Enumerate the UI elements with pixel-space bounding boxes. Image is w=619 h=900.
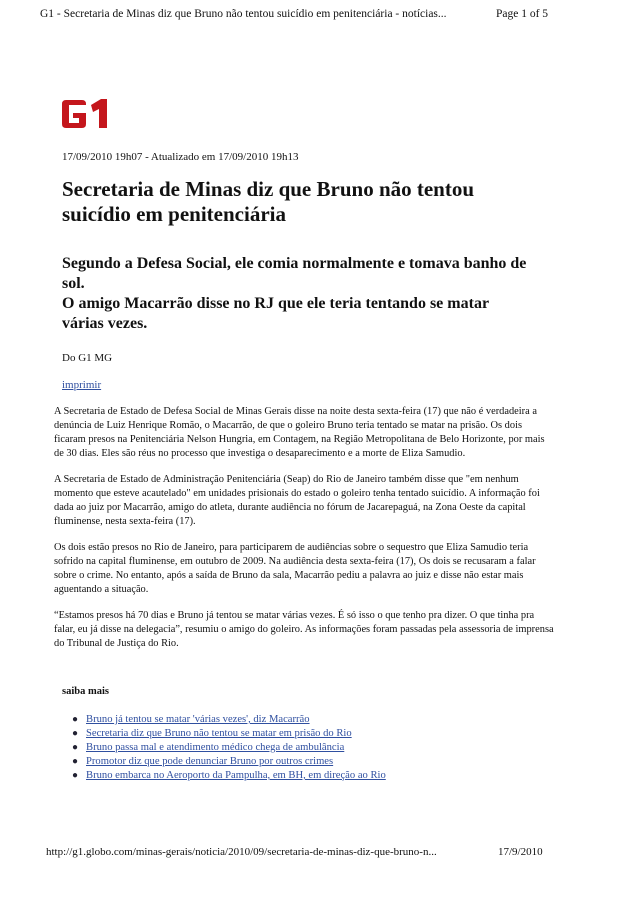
- article-paragraph: “Estamos presos há 70 dias e Bruno já tentou se matar várias vezes. É só isso o que tenho pra dizer. O que tinha pra falar, eu já disse na delegacia”, resumiu o amigo do goleiro. As informações foram passadas pela assessoria de imprensa do Tribunal de Justiça do Rio.: [54, 610, 554, 649]
- print-footer: [46, 846, 566, 858]
- g1-logo: [60, 96, 114, 132]
- bullet-icon: ●: [72, 756, 79, 767]
- bullet-icon: ●: [72, 728, 79, 739]
- article-paragraph: A Secretaria de Estado de Defesa Social de Minas Gerais disse na noite desta sexta-feira (17) que não é verdadeira a denúncia de Luiz Henrique Romão, o Macarrão, de que o goleiro Bruno teria tentado se matar na prisão. Os dois ficaram presos na Penitenciária Nelson Hungria, em Contagem, na Região Metropolitana de Belo Horizonte, por mais de 30 dias. Eles são réus no processo que investiga o desaparecimento e a morte de Eliza Samudio.: [54, 406, 545, 459]
- related-link[interactable]: Bruno já tentou se matar 'várias vezes', diz Macarrão: [86, 714, 310, 725]
- related-link[interactable]: Promotor diz que pode denunciar Bruno por outros crimes: [86, 756, 334, 767]
- bullet-icon: ●: [72, 742, 79, 753]
- article-timestamp: 17/09/2010 19h07 - Atualizado em 17/09/2010 19h13: [62, 151, 299, 163]
- article-subtitle: [62, 254, 532, 334]
- list-item: [72, 755, 386, 769]
- article-headline: Secretaria de Minas diz que Bruno não tentou suicídio em penitenciária: [62, 177, 475, 226]
- list-item: [72, 713, 386, 727]
- related-link[interactable]: Bruno passa mal e atendimento médico chega de ambulância: [86, 742, 345, 753]
- bullet-icon: ●: [72, 714, 79, 725]
- related-link[interactable]: Secretaria diz que Bruno não tentou se matar em prisão do Rio: [86, 728, 352, 739]
- related-links-list: [72, 713, 386, 783]
- subtitle-line: O amigo Macarrão disse no RJ que ele teria tentando se matar várias vezes.: [62, 295, 489, 332]
- print-header-title: G1 - Secretaria de Minas diz que Bruno não tentou suicídio em penitenciária - notícias...: [40, 8, 447, 20]
- list-item: [72, 741, 386, 755]
- article-paragraph: Os dois estão presos no Rio de Janeiro, para participarem de audiências sobre o sequestro que Eliza Samudio teria sofrido na capital fluminense, em outubro de 2009. Na audiência desta sexta-feira (17), Os dois se recusaram a falar sobre o crime. No entanto, após a saída de Bruno da sala, Macarrão pediu a palavra ao juiz e disse não estar mais aguentando a situação.: [54, 542, 536, 595]
- page-number: Page 1 of 5: [496, 8, 549, 20]
- article-body: [54, 405, 554, 663]
- subtitle-line: Segundo a Defesa Social, ele comia normalmente e tomava banho de sol.: [62, 255, 527, 292]
- byline: Do G1 MG: [62, 352, 113, 364]
- list-item: [72, 769, 386, 783]
- saiba-mais-heading: saiba mais: [62, 686, 109, 697]
- bullet-icon: ●: [72, 770, 79, 781]
- related-link[interactable]: Bruno embarca no Aeroporto da Pampulha, em BH, em direção ao Rio: [86, 770, 386, 781]
- print-header: [40, 8, 560, 20]
- print-link[interactable]: imprimir: [62, 379, 102, 391]
- article-paragraph: A Secretaria de Estado de Administração Penitenciária (Seap) do Rio de Janeiro também disse que "em nenhum momento que esteve acautelado" em unidades prisionais do estado o goleiro tenha tentado suicídio. A informação foi dada ao juiz por Macarrão, amigo do atleta, durante audiência no fórum de Jacarepaguá, na Zona Oeste da capital fluminense, nesta sexta-feira (17).: [54, 474, 540, 527]
- footer-url: http://g1.globo.com/minas-gerais/noticia/2010/09/secretaria-de-minas-diz-que-bruno-n...: [46, 846, 437, 858]
- list-item: [72, 727, 386, 741]
- footer-date: 17/9/2010: [498, 846, 543, 858]
